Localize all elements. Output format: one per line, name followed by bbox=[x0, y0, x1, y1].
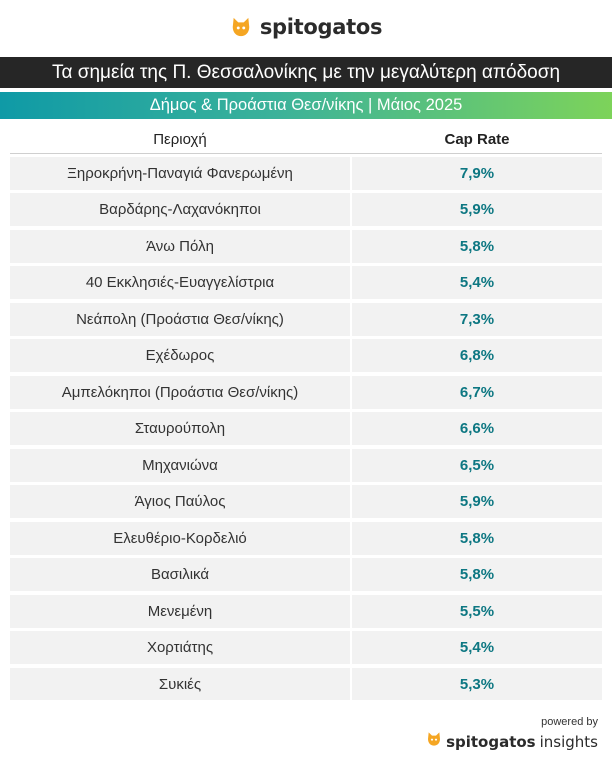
data-table bbox=[10, 157, 602, 704]
column-header-cap-rate: Cap Rate bbox=[444, 130, 510, 148]
table-row bbox=[10, 631, 602, 664]
table-row bbox=[10, 303, 602, 336]
cap-rate-cell: 6,5% bbox=[352, 449, 602, 482]
table-row bbox=[10, 668, 602, 701]
brand-name: spitogatos bbox=[259, 15, 383, 39]
area-cell: Μενεμένη bbox=[10, 595, 350, 628]
area-cell: Άνω Πόλη bbox=[10, 230, 350, 263]
page-title: Τα σημεία της Π. Θεσσαλονίκης με την μεγαλύτερη απόδοση bbox=[0, 57, 612, 88]
table-row bbox=[10, 157, 602, 190]
area-cell: Μηχανιώνα bbox=[10, 449, 350, 482]
table-row bbox=[10, 339, 602, 372]
table-row bbox=[10, 266, 602, 299]
cap-rate-cell: 6,8% bbox=[352, 339, 602, 372]
cap-rate-cell: 5,8% bbox=[352, 522, 602, 555]
footer-logo bbox=[398, 731, 598, 752]
cap-rate-cell: 5,5% bbox=[352, 595, 602, 628]
header-logo bbox=[0, 12, 612, 42]
table-row bbox=[10, 558, 602, 591]
column-header-area: Περιοχή bbox=[153, 130, 207, 148]
cap-rate-cell: 5,9% bbox=[352, 193, 602, 226]
area-cell: Βαρδάρης-Λαχανόκηποι bbox=[10, 193, 350, 226]
area-cell: Νεάπολη (Προάστια Θεσ/νίκης) bbox=[10, 303, 350, 336]
area-cell: Ελευθέριο-Κορδελιό bbox=[10, 522, 350, 555]
cap-rate-cell: 7,3% bbox=[352, 303, 602, 336]
table-row bbox=[10, 522, 602, 555]
footer-brand-name: spitogatos bbox=[446, 732, 536, 751]
area-cell: Εχέδωρος bbox=[10, 339, 350, 372]
powered-by-label: powered by bbox=[541, 716, 598, 728]
header-divider bbox=[10, 153, 602, 154]
area-cell: Αμπελόκηποι (Προάστια Θεσ/νίκης) bbox=[10, 376, 350, 409]
cap-rate-cell: 5,4% bbox=[352, 266, 602, 299]
cat-logo-icon bbox=[426, 731, 442, 752]
table-row bbox=[10, 376, 602, 409]
table-row bbox=[10, 595, 602, 628]
area-cell: Ξηροκρήνη-Παναγιά Φανερωμένη bbox=[10, 157, 350, 190]
page-subtitle: Δήμος & Προάστια Θεσ/νίκης | Μάιος 2025 bbox=[0, 92, 612, 119]
table-row bbox=[10, 449, 602, 482]
footer bbox=[398, 716, 598, 752]
table-row bbox=[10, 485, 602, 518]
cap-rate-cell: 5,8% bbox=[352, 558, 602, 591]
cap-rate-cell: 6,7% bbox=[352, 376, 602, 409]
cap-rate-cell: 5,9% bbox=[352, 485, 602, 518]
cap-rate-cell: 5,4% bbox=[352, 631, 602, 664]
area-cell: Άγιος Παύλος bbox=[10, 485, 350, 518]
area-cell: Βασιλικά bbox=[10, 558, 350, 591]
area-cell: Χορτιάτης bbox=[10, 631, 350, 664]
cap-rate-cell: 5,3% bbox=[352, 668, 602, 701]
table-row bbox=[10, 193, 602, 226]
cap-rate-cell: 6,6% bbox=[352, 412, 602, 445]
area-cell: Σταυρούπολη bbox=[10, 412, 350, 445]
table-row bbox=[10, 412, 602, 445]
cat-logo-icon bbox=[230, 16, 252, 38]
cap-rate-cell: 5,8% bbox=[352, 230, 602, 263]
area-cell: 40 Εκκλησιές-Ευαγγελίστρια bbox=[10, 266, 350, 299]
area-cell: Συκιές bbox=[10, 668, 350, 701]
footer-product-name: insights bbox=[539, 732, 598, 751]
cap-rate-cell: 7,9% bbox=[352, 157, 602, 190]
table-row bbox=[10, 230, 602, 263]
